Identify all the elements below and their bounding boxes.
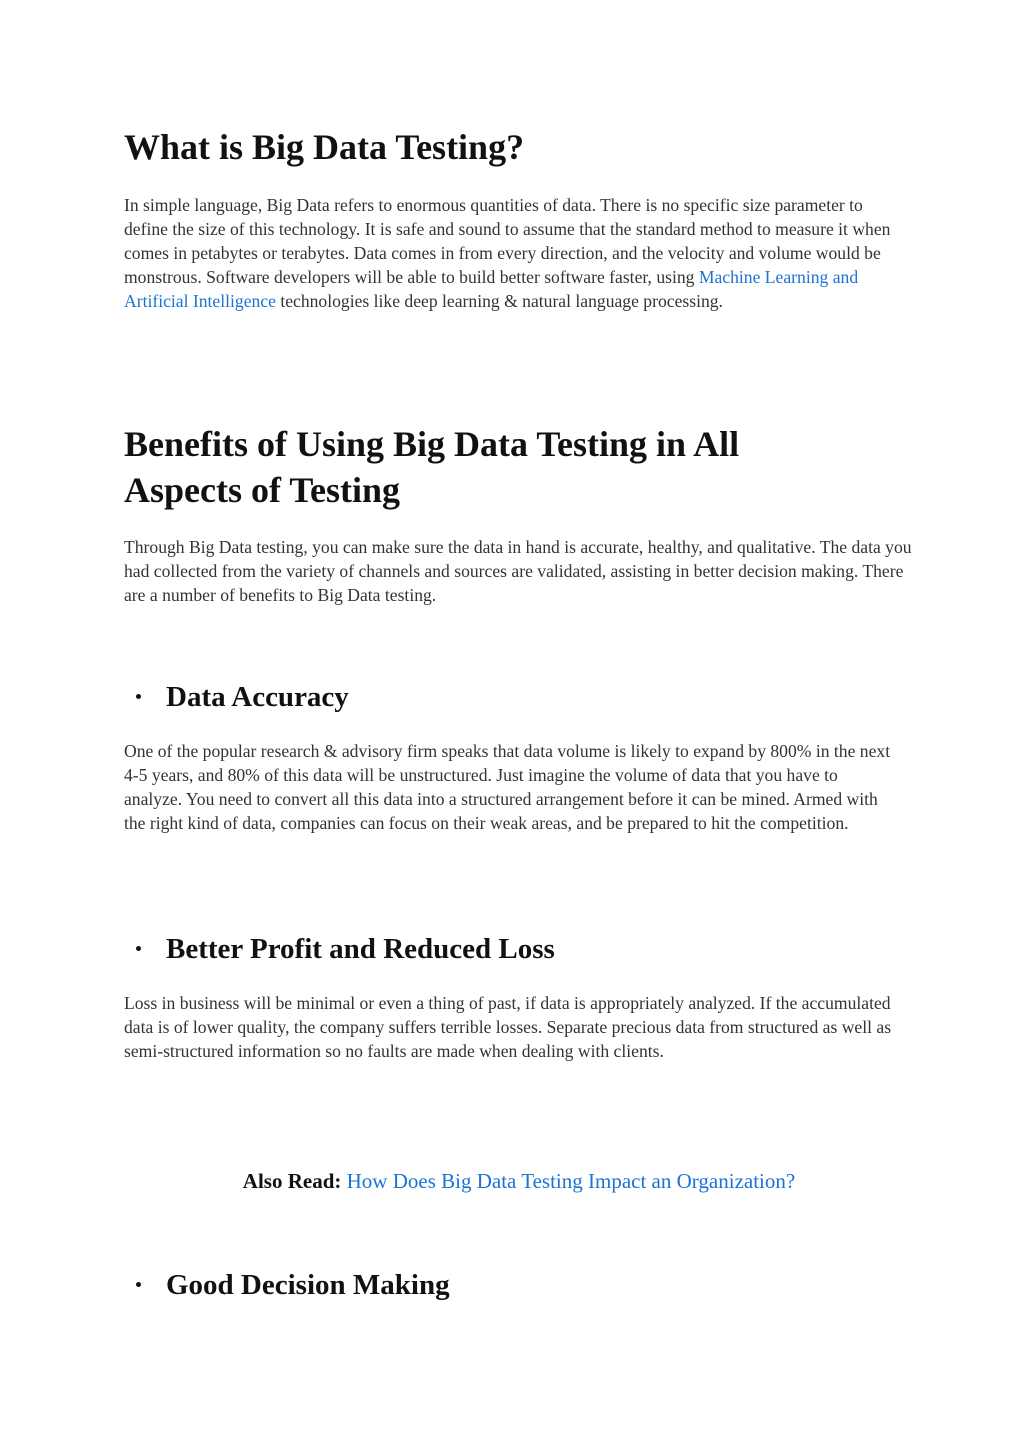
- bullet-heading-better-profit: [124, 931, 555, 967]
- link-also-read-article[interactable]: How Does Big Data Testing Impact an Organization?: [346, 1169, 796, 1193]
- heading-what-is-big-data-testing: What is Big Data Testing?: [124, 127, 525, 167]
- paragraph-better-profit: Loss in business will be minimal or even a thing of past, if data is appropriately analyzed. If the accumulated data is of lower quality, the company suffers terrible losses. Separate precious data from structured as well as semi-structured information so no faults are made when dealing with clients.: [124, 993, 892, 1061]
- bullet-heading-good-decision: [124, 1267, 450, 1303]
- paragraph-what-is-big-data: [124, 193, 904, 313]
- bullet-dot-icon: [136, 946, 141, 951]
- bullet-heading-label: Good Decision Making: [166, 1269, 450, 1301]
- heading-benefits: Benefits of Using Big Data Testing in All Aspects of Testing: [124, 424, 740, 510]
- intro-text-start: In simple language, Big Data refers to enormous quantities of data. There is no specific size parameter to define the size of this technology. It is safe and sound to assume that the standard method to measure it when comes in petabytes or terabytes. Data comes in from every direction, and the velocity and volume would be monstrous. Software developers will be able to build better software faster, using: [124, 195, 891, 287]
- bullet-heading-label: Better Profit and Reduced Loss: [166, 933, 555, 965]
- bullet-dot-icon: [136, 1282, 141, 1287]
- also-read-label: Also Read:: [242, 1169, 342, 1193]
- also-read-callout: [124, 1167, 914, 1195]
- bullet-dot-icon: [136, 694, 141, 699]
- bullet-heading-label: Data Accuracy: [166, 681, 349, 713]
- paragraph-benefits: Through Big Data testing, you can make sure the data in hand is accurate, healthy, and qualitative. The data you had collected from the variety of channels and sources are validated, assisting in better decision making. There are a number of benefits to Big Data testing.: [124, 537, 912, 605]
- paragraph-data-accuracy: One of the popular research & advisory firm speaks that data volume is likely to expand by 800% in the next 4-5 years, and 80% of this data will be unstructured. Just imagine the volume of data that you have to analyze. You need to convert all this data into a structured arrangement before it can be mined. Armed with the right kind of data, companies can focus on their weak areas, and be prepared to hit the competition.: [124, 741, 891, 833]
- link-machine-learning-ai[interactable]: Machine Learning and Artificial Intelligence: [124, 267, 859, 311]
- intro-text-end: technologies like deep learning & natural language processing.: [275, 291, 723, 311]
- bullet-heading-data-accuracy: [124, 679, 349, 715]
